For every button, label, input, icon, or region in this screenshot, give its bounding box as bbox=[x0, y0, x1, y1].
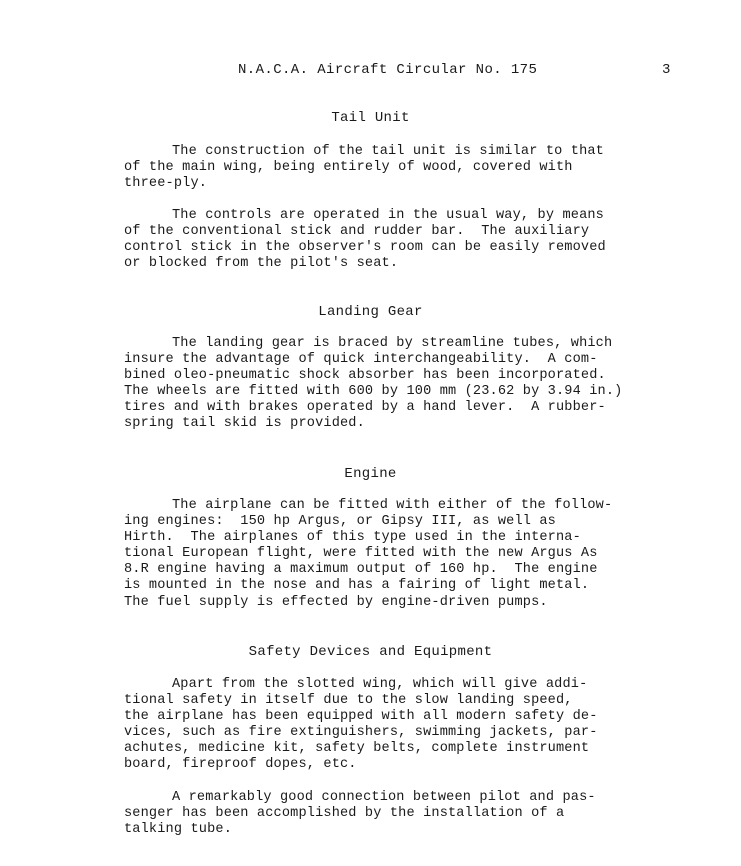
text-line: spring tail skid is provided. bbox=[124, 416, 365, 432]
text-line: ing engines: 150 hp Argus, or Gipsy III, as well as bbox=[124, 514, 556, 530]
paragraph-talking-tube bbox=[124, 790, 596, 838]
text-line: The construction of the tail unit is similar to that bbox=[172, 144, 604, 159]
paragraph-engine bbox=[124, 498, 612, 611]
section-heading-engine: Engine bbox=[344, 466, 397, 482]
text-line: insure the advantage of quick interchangeability. A com- bbox=[124, 352, 598, 368]
page-number: 3 bbox=[662, 62, 671, 78]
text-line: The controls are operated in the usual way, by means bbox=[172, 208, 604, 223]
paragraph-safety-devices bbox=[124, 677, 598, 774]
circular-title: N.A.C.A. Aircraft Circular No. 175 bbox=[238, 62, 538, 78]
paragraph-landing-gear bbox=[124, 336, 622, 433]
text-line: tires and with brakes operated by a hand lever. A rubber- bbox=[124, 400, 606, 416]
paragraph-tail-unit-construction bbox=[124, 144, 604, 192]
text-line: the airplane has been equipped with all modern safety de- bbox=[124, 709, 598, 725]
text-line: or blocked from the pilot's seat. bbox=[124, 256, 399, 272]
section-heading-landing-gear: Landing Gear bbox=[318, 304, 423, 320]
text-line: three-ply. bbox=[124, 176, 208, 192]
text-line: tional safety in itself due to the slow landing speed, bbox=[124, 693, 573, 709]
text-line: 8.R engine having a maximum output of 160 hp. The engine bbox=[124, 562, 598, 578]
text-line: tional European flight, were fitted with the new Argus As bbox=[124, 546, 598, 562]
text-line: talking tube. bbox=[124, 822, 232, 838]
section-heading-safety-devices: Safety Devices and Equipment bbox=[248, 644, 493, 660]
text-line: The airplane can be fitted with either of the follow- bbox=[172, 498, 613, 513]
text-line: achutes, medicine kit, safety belts, complete instrument bbox=[124, 741, 590, 757]
page-header bbox=[0, 62, 741, 82]
text-line: of the conventional stick and rudder bar. The auxiliary bbox=[124, 224, 590, 240]
text-line: senger has been accomplished by the installation of a bbox=[124, 806, 565, 822]
section-heading-tail-unit: Tail Unit bbox=[331, 110, 410, 126]
text-line: bined oleo-pneumatic shock absorber has been incorporated. bbox=[124, 368, 606, 384]
text-line: vices, such as fire extinguishers, swimming jackets, par- bbox=[124, 725, 598, 741]
text-line: The wheels are fitted with 600 by 100 mm (23.62 by 3.94 in.) bbox=[124, 384, 623, 400]
text-line: The fuel supply is effected by engine-driven pumps. bbox=[124, 594, 548, 610]
paragraph-tail-unit-controls bbox=[124, 208, 606, 272]
text-line: board, fireproof dopes, etc. bbox=[124, 757, 357, 773]
text-line: is mounted in the nose and has a fairing of light metal. bbox=[124, 578, 590, 594]
text-line: Apart from the slotted wing, which will give addi- bbox=[172, 677, 588, 692]
text-line: Hirth. The airplanes of this type used in the interna- bbox=[124, 530, 581, 546]
text-line: control stick in the observer's room can be easily removed bbox=[124, 240, 606, 256]
text-line: The landing gear is braced by streamline tubes, which bbox=[172, 336, 613, 351]
text-line: of the main wing, being entirely of wood, covered with bbox=[124, 160, 573, 176]
text-line: A remarkably good connection between pilot and pas- bbox=[172, 790, 596, 805]
